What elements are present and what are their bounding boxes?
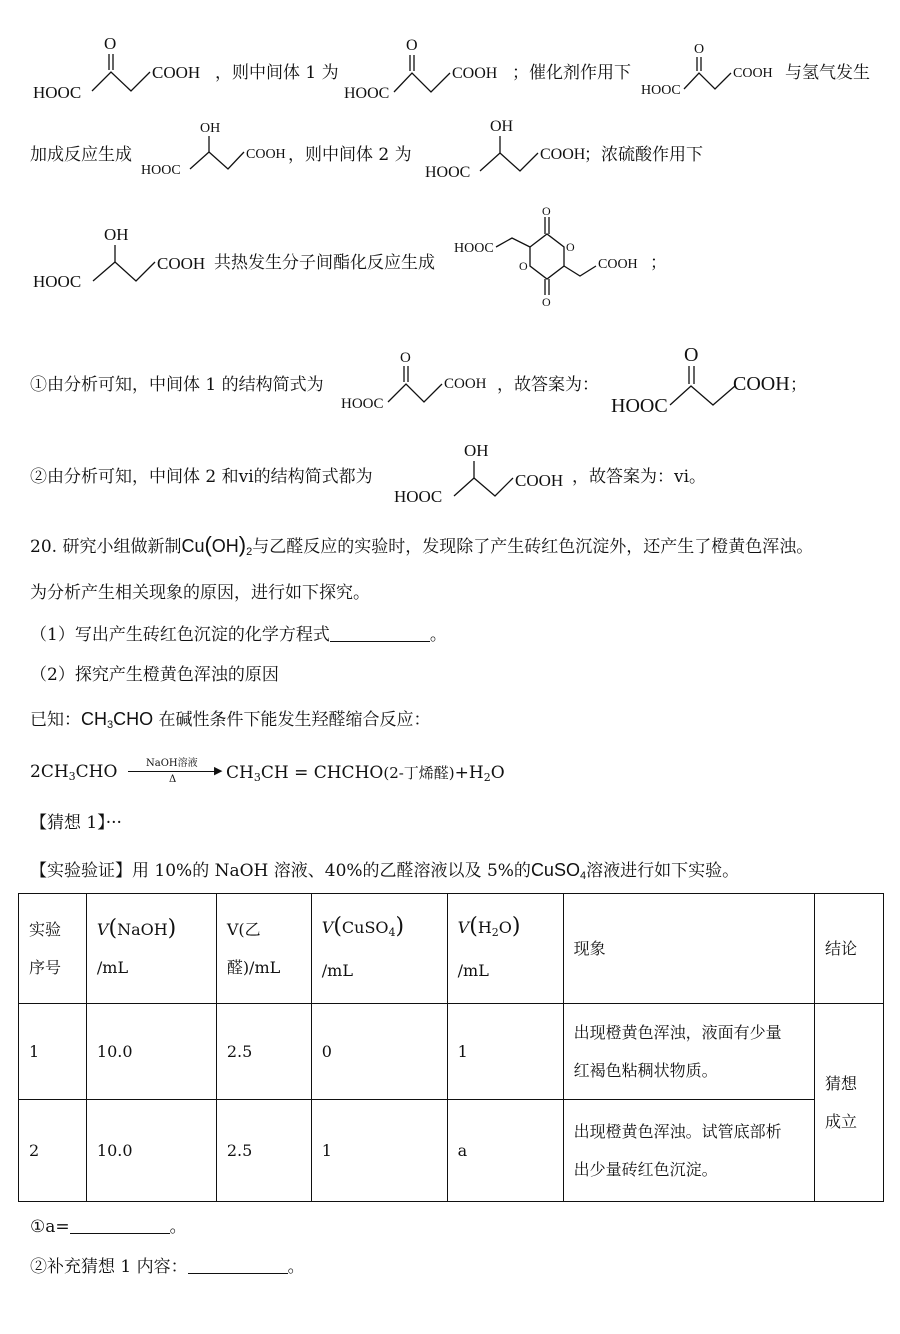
header-cuso4: V(CuSO$_4$) /mL bbox=[311, 894, 447, 1004]
known-line: 已知：$CH_3CHO$ 在碱性条件下能发生羟醛缩合反应： bbox=[30, 709, 431, 731]
answer-blank-1[interactable] bbox=[330, 625, 430, 642]
oh-label: OH bbox=[490, 118, 514, 135]
cell-phenomenon: 出现橙黄色浑浊。试管底部析 出少量砖红色沉淀。 bbox=[563, 1100, 814, 1202]
malic-acid-structure bbox=[30, 222, 210, 292]
oxo-o-label: O bbox=[104, 34, 117, 53]
hooc-label: HOOC bbox=[611, 395, 668, 417]
verify-line: 【实验验证】用 10%的 NaOH 溶液、40%的乙醛溶液以及 5%的CuSO$_4$溶液进行如下实验。 bbox=[30, 860, 740, 882]
q20-part2: （2）探究产生橙黄色浑浊的原因 bbox=[30, 665, 279, 685]
answer1-text-a: ①由分析可知，中间体 1 的结构简式为 bbox=[30, 375, 324, 395]
answer1-structure-large bbox=[610, 342, 800, 418]
cell-h2o: 1 bbox=[447, 1004, 563, 1100]
cell-aldehyde: 2.5 bbox=[216, 1004, 311, 1100]
hooc-label: HOOC bbox=[425, 164, 471, 181]
cooh-label: COOH bbox=[452, 65, 498, 82]
cooh-label: COOH bbox=[540, 146, 586, 163]
cyclic-diester-structure bbox=[452, 200, 652, 310]
cell-aldehyde: 2.5 bbox=[216, 1100, 311, 1202]
hooc-label: HOOC bbox=[341, 396, 384, 412]
cell-h2o: a bbox=[447, 1100, 563, 1202]
oxaloacetic-acid-structure-1 bbox=[30, 32, 215, 104]
cell-naoh: 10.0 bbox=[86, 1004, 216, 1100]
hooc-label: HOOC bbox=[394, 487, 443, 506]
oxo-o-label: O bbox=[400, 350, 411, 366]
text-line2-c: ；浓硫酸作用下 bbox=[584, 145, 703, 165]
reaction-arrow bbox=[128, 771, 218, 772]
hooc-label: HOOC bbox=[33, 83, 82, 102]
oh-label: OH bbox=[104, 225, 129, 244]
cooh-label: COOH bbox=[152, 63, 201, 82]
hooc-label: HOOC bbox=[454, 241, 494, 256]
intermediate-1-structure bbox=[342, 35, 517, 103]
text-line1-a: ，则中间体 1 为 bbox=[215, 63, 339, 83]
oxo-o-label: O bbox=[694, 42, 705, 57]
text-line3-b: ； bbox=[650, 253, 667, 273]
answer-blank-guess[interactable] bbox=[188, 1257, 288, 1274]
cooh-label: COOH bbox=[515, 471, 564, 490]
cooh-label: COOH bbox=[157, 254, 206, 273]
question-guess-content: ②补充猜想 1 内容： 。 bbox=[30, 1257, 305, 1277]
answer1-text-b: ，故答案为： bbox=[497, 375, 599, 395]
carbonyl-o-bottom: O bbox=[542, 295, 551, 309]
carbonyl-o-top: O bbox=[542, 204, 551, 218]
malic-acid-structure-small bbox=[140, 118, 290, 178]
cell-seq: 2 bbox=[19, 1100, 87, 1202]
text-line1-b: ；催化剂作用下 bbox=[512, 63, 631, 83]
oh-label: OH bbox=[464, 441, 489, 460]
aldol-equation-right: $CH_3CH$ = CHCHO(2-丁烯醛)$+H_2O$ bbox=[226, 763, 505, 784]
q20-part1: （1）写出产生砖红色沉淀的化学方程式 。 bbox=[30, 625, 447, 645]
text-line2-a: 加成反应生成 bbox=[30, 145, 132, 165]
cell-cuso4: 1 bbox=[311, 1100, 447, 1202]
answer2-text-a: ②由分析可知，中间体 2 和vi的结构简式都为 bbox=[30, 467, 373, 487]
answer1-text-c: ； bbox=[790, 375, 807, 395]
ring-o-right: O bbox=[566, 240, 575, 254]
oxo-o-label: O bbox=[406, 37, 418, 54]
header-aldehyde: V(乙 醛)/mL bbox=[216, 894, 311, 1004]
reaction-condition-bottom: Δ bbox=[169, 774, 177, 785]
intermediate-2-structure bbox=[424, 116, 589, 180]
answer2-text-b: ，故答案为：vi。 bbox=[572, 467, 707, 487]
oh-label: OH bbox=[200, 121, 221, 136]
reaction-condition-top: NaOH溶液 bbox=[146, 758, 198, 769]
header-naoh: V(NaOH) /mL bbox=[86, 894, 216, 1004]
question-a-value: ①a= 。 bbox=[30, 1217, 187, 1237]
cooh-label: COOH bbox=[246, 147, 286, 162]
cell-conclusion: 猜想 成立 bbox=[815, 1004, 884, 1202]
cell-seq: 1 bbox=[19, 1004, 87, 1100]
answer-blank-a[interactable] bbox=[70, 1217, 170, 1234]
header-conclusion: 结论 bbox=[815, 894, 884, 1004]
cooh-label: COOH bbox=[733, 66, 773, 81]
text-line1-c: 与氢气发生 bbox=[785, 63, 870, 83]
header-phenomenon: 现象 bbox=[563, 894, 814, 1004]
header-seq: 实验 序号 bbox=[19, 894, 87, 1004]
hooc-label: HOOC bbox=[141, 163, 181, 178]
answer2-structure bbox=[392, 438, 572, 508]
cooh-label: COOH bbox=[733, 373, 790, 395]
cell-naoh: 10.0 bbox=[86, 1100, 216, 1202]
text-line2-b: ，则中间体 2 为 bbox=[288, 145, 412, 165]
oxo-o-label: O bbox=[684, 344, 699, 366]
cell-phenomenon: 出现橙黄色浑浊，液面有少量 红褐色粘稠状物质。 bbox=[563, 1004, 814, 1100]
table-header-row bbox=[19, 894, 884, 1004]
header-h2o: $V(H_2O)$ /mL bbox=[447, 894, 563, 1004]
table-row bbox=[19, 1100, 884, 1202]
cooh-label: COOH bbox=[444, 376, 487, 392]
aldol-equation-left: $2CH_3CHO$ bbox=[30, 762, 118, 783]
q20-line1: 20. 研究小组做新制$Cu(OH)_2$与乙醛反应的实验时，发现除了产生砖红色沉淀外，还产生了橙黄色浑浊。 bbox=[30, 532, 814, 558]
answer1-structure-small bbox=[340, 348, 500, 412]
text-line3-a: 共热发生分子间酯化反应生成 bbox=[214, 253, 435, 273]
hooc-label: HOOC bbox=[344, 85, 390, 102]
arrow-head: ▶ bbox=[214, 764, 223, 777]
ring-o-left: O bbox=[519, 259, 528, 273]
q20-line2: 为分析产生相关现象的原因，进行如下探究。 bbox=[30, 583, 370, 603]
cooh-label: COOH bbox=[598, 257, 638, 272]
hooc-label: HOOC bbox=[33, 272, 82, 291]
experiment-table bbox=[18, 893, 884, 1202]
guess-1: 【猜想 1】··· bbox=[30, 813, 122, 833]
intermediate-1-structure-small bbox=[640, 40, 785, 100]
hooc-label: HOOC bbox=[641, 83, 681, 98]
cell-cuso4: 0 bbox=[311, 1004, 447, 1100]
table-row bbox=[19, 1004, 884, 1100]
